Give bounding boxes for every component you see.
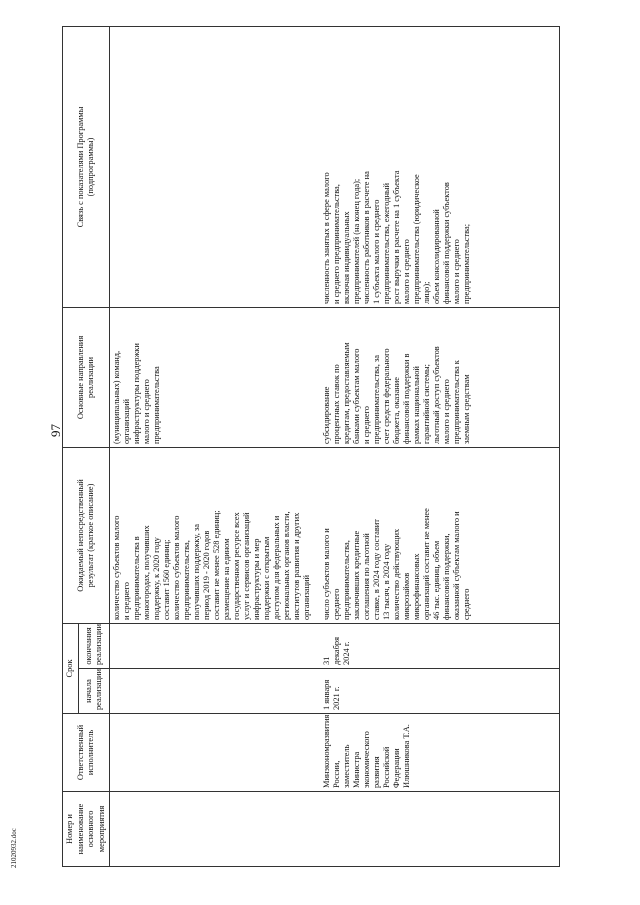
header-term: Срок — [63, 624, 79, 714]
row2-term-end: 31 декабря 2024 г. — [320, 624, 560, 669]
page-number: 97 — [48, 424, 63, 437]
header-indicators-link: Связь с показателями Программы (подпрограммы) — [63, 27, 110, 308]
row1-term-end — [110, 624, 320, 669]
header-number-name: Номер и наименование основного мероприятия — [63, 792, 110, 867]
row2-number-name — [320, 792, 560, 867]
row2-responsible: Минэкономразвития России, заместитель Министра экономического развития Российской Федерации Илюшникова Т.А. — [320, 714, 560, 792]
row1-term-start — [110, 669, 320, 714]
header-responsible: Ответственный исполнитель — [63, 714, 110, 792]
row1-responsible — [110, 714, 320, 792]
row2-indicators: численность занятых в сфере малого и среднего предпринимательства, включая индивидуальных предпринимателей (на конец года); численность работников в расчете на 1 субъекта малого и среднего предпринимательства, ежегодный рост выручки в расчете на 1 субъекта малого и среднего предпринимательства (юридическое лицо); объем консолидированной финансовой поддержки субъектов малого и среднего предпринимательства; — [320, 27, 560, 308]
table-row — [320, 27, 560, 867]
footer-document-code: 21020932.doc — [10, 828, 18, 868]
row1-expected-result: количество субъектов малого и среднего предпринимательства в моногородах, получивших поддержку, к 2020 году составит 1560 единиц; количество субъектов малого предпринимательства, получивших поддержку, за период 2019 - 2020 годов составит не менее 528 единиц; размещение на едином государственном ресурсе всех услуг и сервисов организаций инфраструктуры и мер поддержки с открытым доступом для федеральных и региональных органов власти, институтов развития и других организаций — [110, 448, 320, 624]
row2-directions: субсидирование процентных ставок по кредитам, предоставляемым банками субъектам малого и среднего предпринимательства, за счет средств федерального бюджета, оказание финансовой поддержки в рамках национальной гарантийной системы; льготный доступ субъектов малого и среднего предпринимательства к заемным средствам — [320, 308, 560, 448]
rotated-table — [62, 27, 622, 867]
table-row — [110, 27, 320, 867]
row2-term-start: 1 января 2021 г. — [320, 669, 560, 714]
measures-table — [62, 26, 560, 867]
row2-expected-result: число субъектов малого и среднего предпринимательства, заключивших кредитные соглашения по льготной ставке, в 2024 году составит 13 тысяч, в 2024 году количество действующих микрозаймов микрофинансовых организаций составит не менее 46 тыс. единиц, объем финансовой поддержки, оказанной субъектам малого и среднего — [320, 448, 560, 624]
row1-directions: (муниципальных) команд, организаций инфраструктуры поддержки малого и среднего предпринимательства — [110, 308, 320, 448]
header-term-end: окончания реализации — [79, 624, 110, 669]
row1-indicators — [110, 27, 320, 308]
row1-number-name — [110, 792, 320, 867]
header-directions: Основные направления реализации — [63, 308, 110, 448]
header-term-start: начала реализации — [79, 669, 110, 714]
header-expected-result: Ожидаемый непосредственный результат (краткое описание) — [63, 448, 110, 624]
